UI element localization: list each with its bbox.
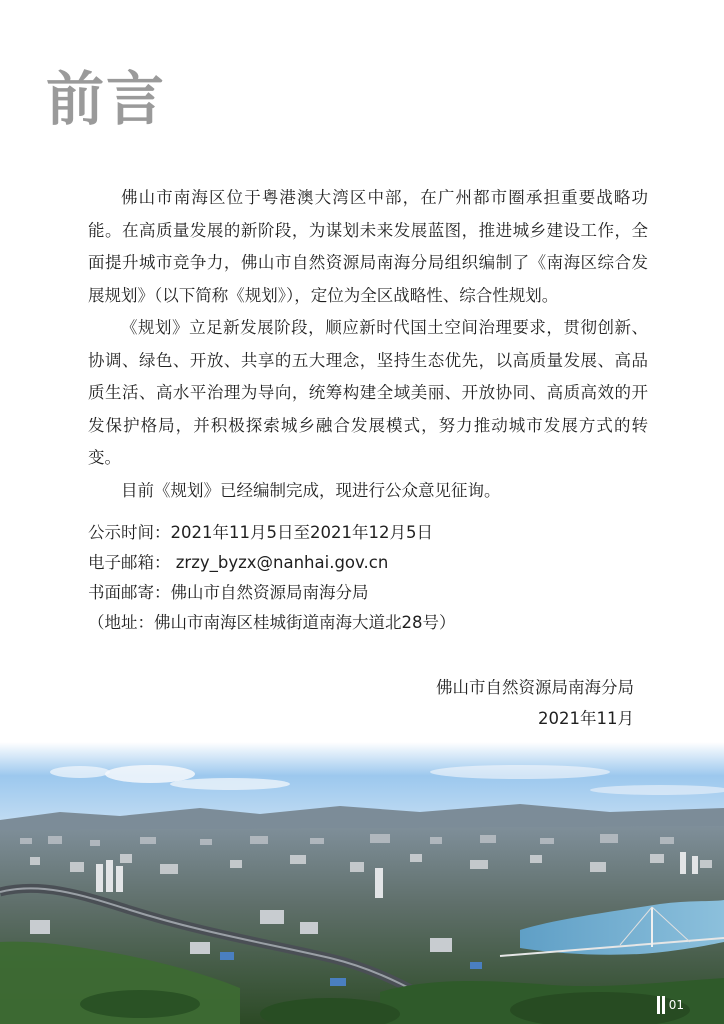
notice-email: 电子邮箱： zrzy_byzx@nanhai.gov.cn <box>88 553 389 572</box>
signature-org: 佛山市自然资源局南海分局 <box>436 678 634 697</box>
notice-mail: 书面邮寄：佛山市自然资源局南海分局 <box>88 583 369 602</box>
page-marker-icon <box>657 996 665 1014</box>
city-aerial-photo <box>0 742 724 1024</box>
page-number-area <box>657 996 684 1014</box>
intro-paragraph: 目前《规划》已经编制完成，现进行公众意见征询。 <box>121 480 501 500</box>
notice-address: （地址：佛山市南海区桂城街道南海大道北28号） <box>88 613 456 632</box>
page-title: 前言 <box>46 65 167 133</box>
notice-period: 公示时间：2021年11月5日至2021年12月5日 <box>88 523 433 542</box>
intro-section <box>88 182 648 507</box>
signature-date: 2021年11月 <box>538 709 634 728</box>
page-number: 01 <box>668 998 684 1012</box>
intro-paragraph: 佛山市南海区位于粤港澳大湾区中部，在广州都市圈承担重要战略功能。在高质量发展的新阶段，为谋划未来发展蓝图，推进城乡建设工作，全面提升城市竞争力，佛山市自然资源局南海分局组织编制了《南海区综合发展规划》（以下简称《规划》），定位为全区战略性、综合性规划。 <box>88 188 648 305</box>
intro-paragraph: 《规划》立足新发展阶段，顺应新时代国土空间治理要求，贯彻创新、协调、绿色、开放、共享的五大理念，坚持生态优先，以高质量发展、高品质生活、高水平治理为导向，统筹构建全域美丽、开放协同、高质高效的开发保护格局，并积极探索城乡融合发展模式，努力推动城市发展方式的转变。 <box>88 318 648 467</box>
signature-block <box>436 672 634 734</box>
notice-section <box>88 518 648 638</box>
